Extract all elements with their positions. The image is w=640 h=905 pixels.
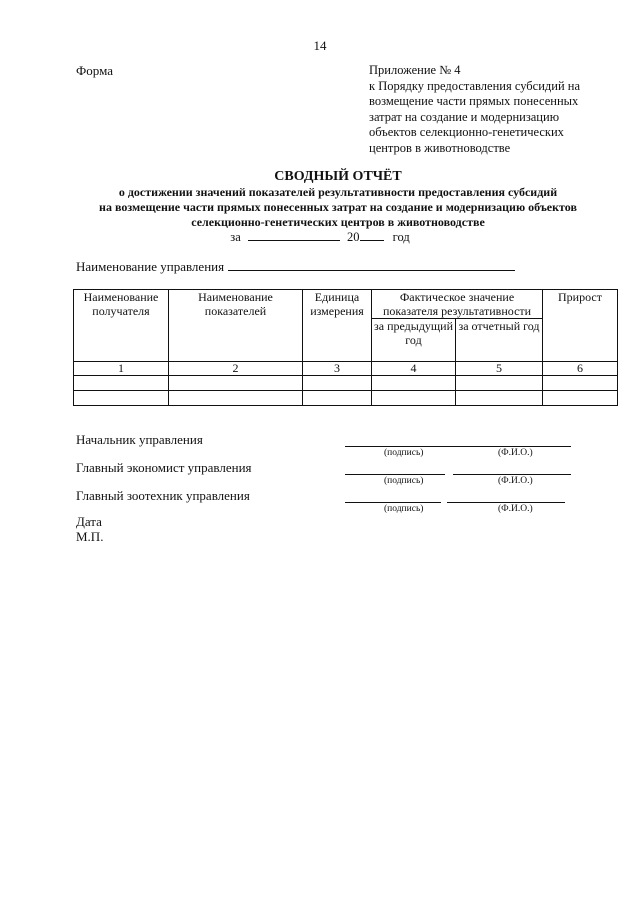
table-number-row [74,362,618,376]
name-caption: (Ф.И.О.) [498,476,533,486]
column-number: 4 [372,362,456,376]
column-number: 6 [543,362,618,376]
table-cell[interactable] [372,391,456,406]
period-year-blank[interactable] [360,228,384,241]
header-unit: Единица измерения [303,290,372,362]
period-prefix: за [230,230,241,244]
table-cell[interactable] [456,376,543,391]
name-line[interactable] [453,474,571,475]
header-prev-year: за предыдущий год [372,319,456,362]
report-title-main: СВОДНЫЙ ОТЧЁТ [274,169,402,184]
report-period [0,228,640,245]
column-number: 1 [74,362,169,376]
form-label: Форма [76,63,113,78]
signature-caption: (подпись) [384,476,424,486]
name-caption: (Ф.И.О.) [498,448,533,458]
signature-line[interactable] [345,446,571,447]
stamp-label: М.П. [76,529,104,544]
signature-line[interactable] [345,502,441,503]
management-label: Наименование управления [76,259,225,274]
period-date-blank[interactable] [248,228,340,241]
appendix-block [369,63,609,156]
appendix-line: объектов селекционно-генетических [369,125,564,139]
header-growth: Прирост [543,290,618,362]
appendix-line: центров в животноводстве [369,140,511,155]
table-cell[interactable] [303,376,372,391]
report-title [60,168,616,230]
report-title-line: селекционно-генетических центров в животноводстве [191,215,485,229]
header-indicators: Наименование показателей [169,290,303,362]
date-label: Дата [76,514,102,529]
name-caption: (Ф.И.О.) [498,504,533,514]
management-blank[interactable] [228,258,515,271]
table-cell[interactable] [543,391,618,406]
signature-caption: (подпись) [384,504,424,514]
header-recipient: Наименование получателя [74,290,169,362]
appendix-line: Приложение № 4 [369,63,461,77]
appendix-line: возмещение части прямых понесенных [369,94,579,108]
period-suffix: год [392,230,410,244]
table-cell[interactable] [74,376,169,391]
table-row [74,376,618,391]
signature-caption: (подпись) [384,448,424,458]
column-number: 5 [456,362,543,376]
table-cell[interactable] [169,391,303,406]
period-year-prefix: 20 [347,230,360,244]
signature-label-head: Начальник управления [76,432,203,447]
table-cell[interactable] [74,391,169,406]
appendix-line: затрат на создание и модернизацию [369,109,560,124]
signature-line[interactable] [345,474,445,475]
header-report-year: за отчетный год [456,319,543,362]
name-line[interactable] [447,502,565,503]
signature-label-economist: Главный экономист управления [76,460,252,475]
table-cell[interactable] [303,391,372,406]
column-number: 2 [169,362,303,376]
report-table [73,289,618,406]
report-title-line: о достижении значений показателей результативности предоставления субсидий [118,185,558,199]
table-cell[interactable] [372,376,456,391]
appendix-line: к Порядку предоставления субсидий на [369,78,581,93]
table-cell[interactable] [169,376,303,391]
column-number: 3 [303,362,372,376]
table-cell[interactable] [456,391,543,406]
table-cell[interactable] [543,376,618,391]
table-header-row [74,290,618,319]
management-row [76,258,515,275]
signature-label-zootechnician: Главный зоотехник управления [76,488,250,503]
page-number: 14 [313,38,327,53]
table-row [74,391,618,406]
footer-block [76,514,103,544]
report-title-line: на возмещение части прямых понесенных затрат на создание и модернизацию объектов [99,200,577,214]
header-actual-value: Фактическое значение показателя результативности [372,290,543,319]
